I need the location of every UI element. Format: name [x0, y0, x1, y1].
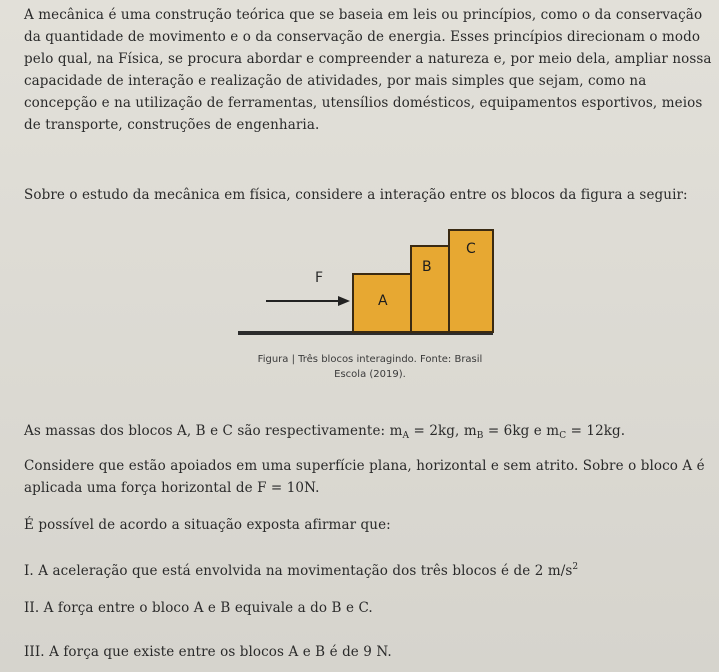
intro-paragraph: A mecânica é uma construção teórica que se baseia em leis ou princípios, como o da conservação da quantidade de movimento e o da conservação de energia. Esses princípios direcionam o modo pelo qual, na Física, se procura abordar e compreender a natureza e, por meio dela, ampliar nossa capacidade de interação e realização de atividades, por mais simples que sejam, como na concepção e na utilização de ferramentas, utensílios domésticos, equipamentos esportivos, meios de transporte, construções de engenharia. — [24, 7, 712, 133]
caption-line-1: Figura | Três blocos interagindo. Fonte: Brasil — [257, 354, 483, 365]
force-label: F — [315, 270, 324, 286]
masses-line — [24, 420, 714, 447]
statement-2: II. A força entre o bloco A e B equivale a do B e C. — [24, 600, 373, 616]
prompt-text: Sobre o estudo da mecânica em física, considere a interação entre os blocos da figura a seguir: — [24, 187, 688, 203]
context-paragraph: Considere que estão apoiados em uma superfície plana, horizontal e sem atrito. Sobre o bloco A é aplicada uma força horizontal de F = 10N. — [24, 458, 705, 496]
mass-c-value: = 12kg. — [570, 423, 626, 439]
mass-b-value: = 6kg e — [487, 423, 542, 439]
mass-b-symbol: m — [463, 423, 477, 439]
caption-line-2: Escola (2019). — [334, 369, 406, 380]
mass-c-subscript: C — [559, 431, 567, 441]
mass-a-value: = 2kg, — [413, 423, 460, 439]
question-text: É possível de acordo a situação exposta afirmar que: — [24, 517, 391, 533]
mass-a-symbol: m — [389, 423, 403, 439]
mass-a-subscript: A — [402, 431, 410, 441]
statement-1-exponent: 2 — [572, 562, 579, 572]
force-arrow-icon — [266, 295, 350, 307]
block-b-label: B — [422, 259, 432, 275]
figure-caption — [240, 352, 500, 382]
mass-b-subscript: B — [476, 431, 484, 441]
statement-3: III. A força que existe entre os blocos A e B é de 9 N. — [24, 644, 392, 660]
mass-c-symbol: m — [546, 423, 560, 439]
masses-lead: As massas dos blocos A, B e C são respectivamente: — [24, 423, 386, 439]
block-a-label: A — [378, 293, 388, 309]
statement-1-text: I. A aceleração que está envolvida na movimentação dos três blocos é de 2 m/s — [24, 563, 573, 579]
blocks-figure — [230, 225, 500, 345]
block-c-label: C — [466, 241, 476, 257]
statement-1 — [24, 556, 714, 582]
